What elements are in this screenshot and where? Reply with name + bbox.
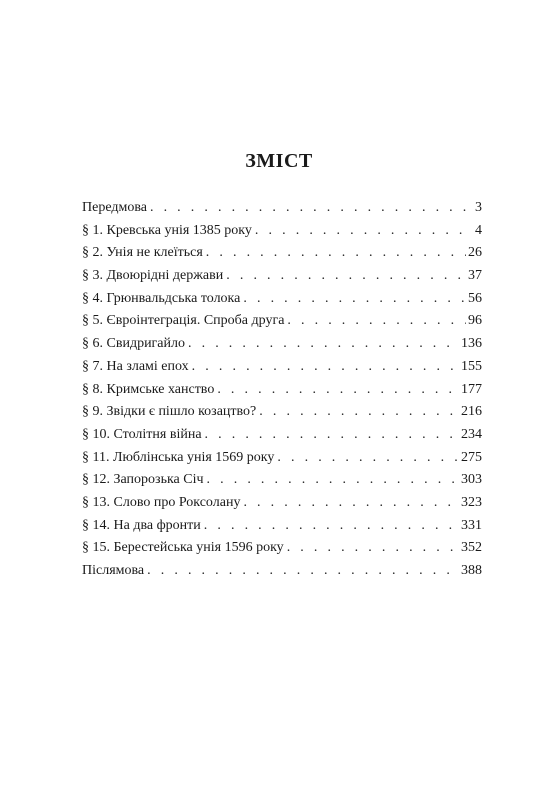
toc-entry-page-number: 234 xyxy=(461,426,482,442)
toc-entry xyxy=(82,200,482,223)
dot-leader xyxy=(204,518,459,534)
toc-entry xyxy=(82,313,482,336)
toc-entry-label: § 7. На зламі епох xyxy=(82,358,189,374)
toc-entry-label: § 6. Свидригайло xyxy=(82,336,185,352)
toc-entry-label: § 2. Унія не клеїться xyxy=(82,245,203,261)
toc-entry-label: Передмова xyxy=(82,200,147,215)
toc-title: ЗМІСТ xyxy=(245,150,313,172)
dot-leader xyxy=(287,540,459,556)
toc-entry-page-number: 275 xyxy=(461,449,482,465)
toc-entry xyxy=(82,563,482,586)
toc-entry xyxy=(82,336,482,359)
toc-entry-label: § 4. Грюнвальдська толока xyxy=(82,290,241,306)
toc-entry-label: § 13. Слово про Роксолану xyxy=(82,494,241,510)
toc-entry-page-number: 136 xyxy=(461,336,482,352)
toc-entry-page-number: 331 xyxy=(461,517,482,533)
toc-entry-page-number: 303 xyxy=(461,472,482,488)
toc-entry-label: § 3. Двоюрідні держави xyxy=(82,268,224,284)
toc-entry xyxy=(82,268,482,291)
dot-leader xyxy=(150,200,473,216)
toc-entry xyxy=(82,245,482,268)
toc-entry-page-number: 155 xyxy=(461,358,482,374)
toc-entry-label: § 15. Берестейська унія 1596 року xyxy=(82,540,284,556)
toc-entry xyxy=(82,223,482,246)
toc-entry-label: § 11. Люблінська унія 1569 року xyxy=(82,449,275,465)
toc-entry xyxy=(82,495,482,518)
dot-leader xyxy=(243,291,466,307)
dot-leader xyxy=(277,450,459,466)
toc-entry-label: Післямова xyxy=(82,563,145,578)
dot-leader xyxy=(147,563,459,579)
toc-entry-page-number: 216 xyxy=(461,404,482,420)
toc-entry-label: § 9. Звідки є пішло козацтво? xyxy=(82,404,257,420)
toc-entry-label: § 1. Кревська унія 1385 року xyxy=(82,222,252,238)
toc-entry-page-number: 352 xyxy=(461,540,482,556)
dot-leader xyxy=(207,472,459,488)
toc-entry xyxy=(82,291,482,314)
toc-entry-label: § 10. Столітня війна xyxy=(82,426,202,442)
toc-entry-label: § 14. На два фронти xyxy=(82,517,201,533)
toc-entry xyxy=(82,472,482,495)
toc-entry-page-number: 37 xyxy=(468,268,482,284)
dot-leader xyxy=(255,223,473,239)
dot-leader xyxy=(259,404,459,420)
dot-leader xyxy=(243,495,459,511)
dot-leader xyxy=(192,359,459,375)
dot-leader xyxy=(206,245,466,261)
toc-entry-label: § 8. Кримське ханство xyxy=(82,381,215,397)
toc-entry-page-number: 323 xyxy=(461,494,482,510)
toc-entry xyxy=(82,540,482,563)
toc-entry-label: § 12. Запорозька Січ xyxy=(82,472,204,488)
toc-entry-page-number: 56 xyxy=(468,290,482,306)
toc-entry xyxy=(82,404,482,427)
dot-leader xyxy=(217,382,459,398)
dot-leader xyxy=(205,427,459,443)
toc-entry xyxy=(82,450,482,473)
dot-leader xyxy=(287,313,466,329)
toc-entry xyxy=(82,382,482,405)
toc-entry-label: § 5. Євроінтеграція. Спроба друга xyxy=(82,313,285,329)
dot-leader xyxy=(226,268,466,284)
toc-entry-page-number: 177 xyxy=(461,381,482,397)
toc-entry-page-number: 388 xyxy=(461,563,482,578)
toc-entry xyxy=(82,359,482,382)
toc-entry xyxy=(82,518,482,541)
toc-list xyxy=(82,200,482,586)
toc-entry-page-number: 4 xyxy=(475,222,482,238)
toc-entry xyxy=(82,427,482,450)
toc-entry-page-number: 3 xyxy=(475,200,482,215)
toc-entry-page-number: 26 xyxy=(468,245,482,261)
dot-leader xyxy=(188,336,459,352)
toc-entry-page-number: 96 xyxy=(468,313,482,329)
